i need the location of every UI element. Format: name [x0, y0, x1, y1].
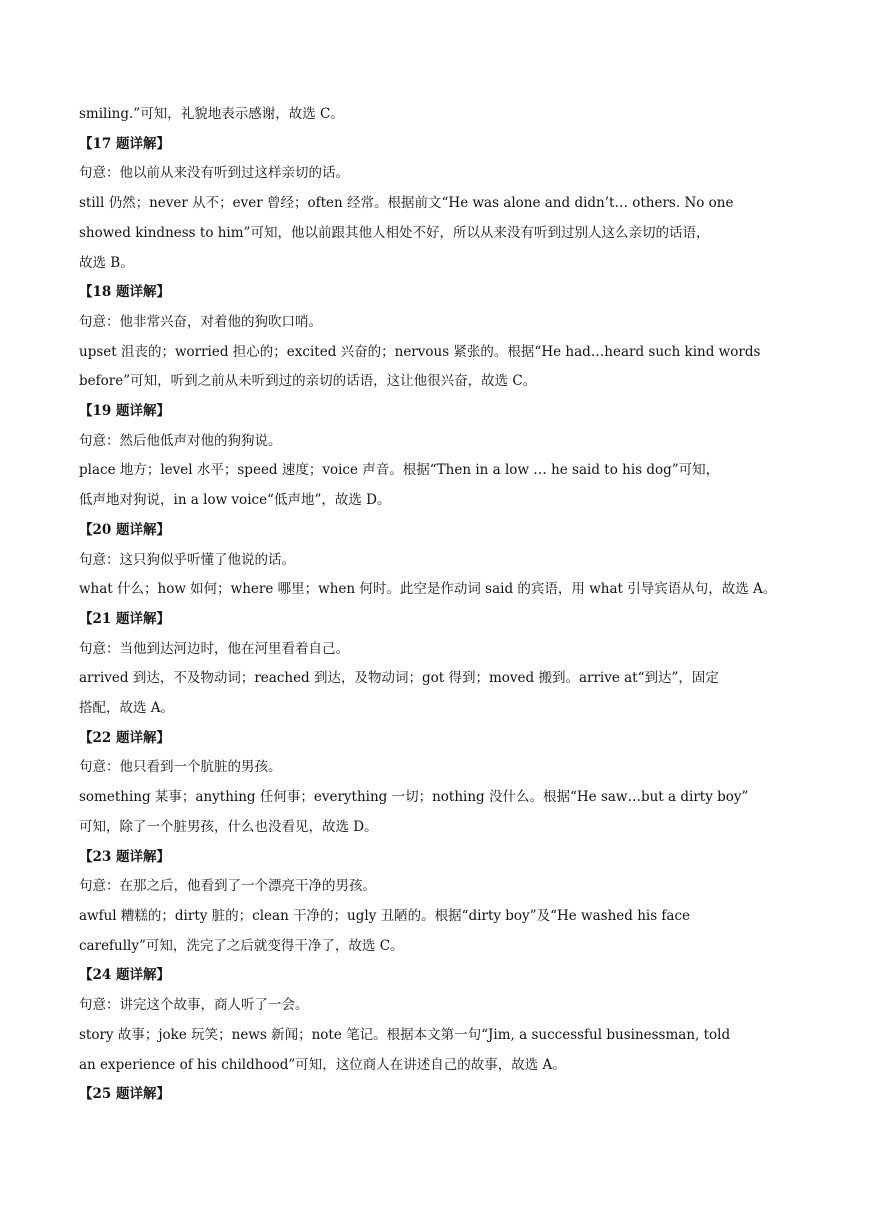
text-line: 句意：在那之后，他看到了一个漂亮干净的男孩。 [79, 878, 376, 895]
text-line: smiling.”可知，礼貌地表示感谢，故选 C。 [79, 106, 344, 122]
text-line: awful 糟糕的；dirty 脏的；clean 干净的；ugly 丑陋的。根据“dirty boy”及“He washed his face [79, 907, 691, 924]
section-heading: 【22 题详解】 [79, 729, 170, 746]
text-line: 句意：他非常兴奋，对着他的狗吹口哨。 [79, 313, 322, 330]
text-line: 故选 B。 [79, 254, 134, 271]
section-heading: 【18 题详解】 [79, 284, 170, 301]
text-line: 句意：这只狗似乎听懂了他说的话。 [79, 551, 295, 568]
section-heading: 【19 题详解】 [79, 403, 170, 420]
text-line: showed kindness to him”可知，他以前跟其他人相处不好，所以从来没有听到过别人这么亲切的话语， [79, 224, 710, 241]
text-line: an experience of his childhood”可知，这位商人在讲述自己的故事，故选 A。 [79, 1056, 566, 1073]
text-line: place 地方；level 水平；speed 速度；voice 声音。根据“Then in a low … he said to his dog”可知， [79, 462, 720, 479]
text-line: arrived 到达，不及物动词；reached 到达，及物动词；got 得到；moved 搬到。arrive at“到达”，固定 [79, 670, 719, 687]
section-heading: 【21 题详解】 [79, 610, 170, 627]
text-line: what 什么；how 如何；where 哪里；when 何时。此空是作动词 said 的宾语，用 what 引导宾语从句，故选 A。 [79, 581, 777, 598]
text-line: upset 沮丧的；worried 担心的；excited 兴奋的；nervous 紧张的。根据“He had…heard such kind words [79, 343, 761, 360]
section-heading: 【20 题详解】 [79, 521, 170, 538]
text-line: 搭配，故选 A。 [79, 700, 175, 717]
document-page [79, 100, 792, 1110]
text-line: still 仍然；never 从不；ever 曾经；often 经常。根据前文“He was alone and didn’t… others. No one [79, 195, 734, 212]
section-heading: 【25 题详解】 [79, 1086, 170, 1103]
section-heading: 【24 题详解】 [79, 967, 170, 984]
text-line: 句意：他只看到一个肮脏的男孩。 [79, 759, 282, 776]
text-line: something 某事；anything 任何事；everything 一切；nothing 没什么。根据“He saw…but a dirty boy” [79, 789, 749, 806]
text-line: 低声地对狗说，in a low voice“低声地”，故选 D。 [79, 492, 391, 509]
text-line: carefully”可知，洗完了之后就变得干净了，故选 C。 [79, 937, 404, 954]
section-heading: 【17 题详解】 [79, 135, 170, 152]
text-line: story 故事；joke 玩笑；news 新闻；note 笔记。根据本文第一句“Jim, a successful businessman, told [79, 1026, 731, 1043]
text-line: before”可知，听到之前从未听到过的亲切的话语，这让他很兴奋，故选 C。 [79, 373, 537, 390]
text-line: 句意：讲完这个故事，商人听了一会。 [79, 997, 309, 1014]
text-line: 可知，除了一个脏男孩，什么也没看见，故选 D。 [79, 818, 378, 835]
text-line: 句意：然后他低声对他的狗狗说。 [79, 432, 282, 449]
text-line: 句意：当他到达河边时，他在河里看着自己。 [79, 640, 349, 657]
text-line: 句意：他以前从来没有听到过这样亲切的话。 [79, 165, 349, 182]
section-heading: 【23 题详解】 [79, 848, 170, 865]
